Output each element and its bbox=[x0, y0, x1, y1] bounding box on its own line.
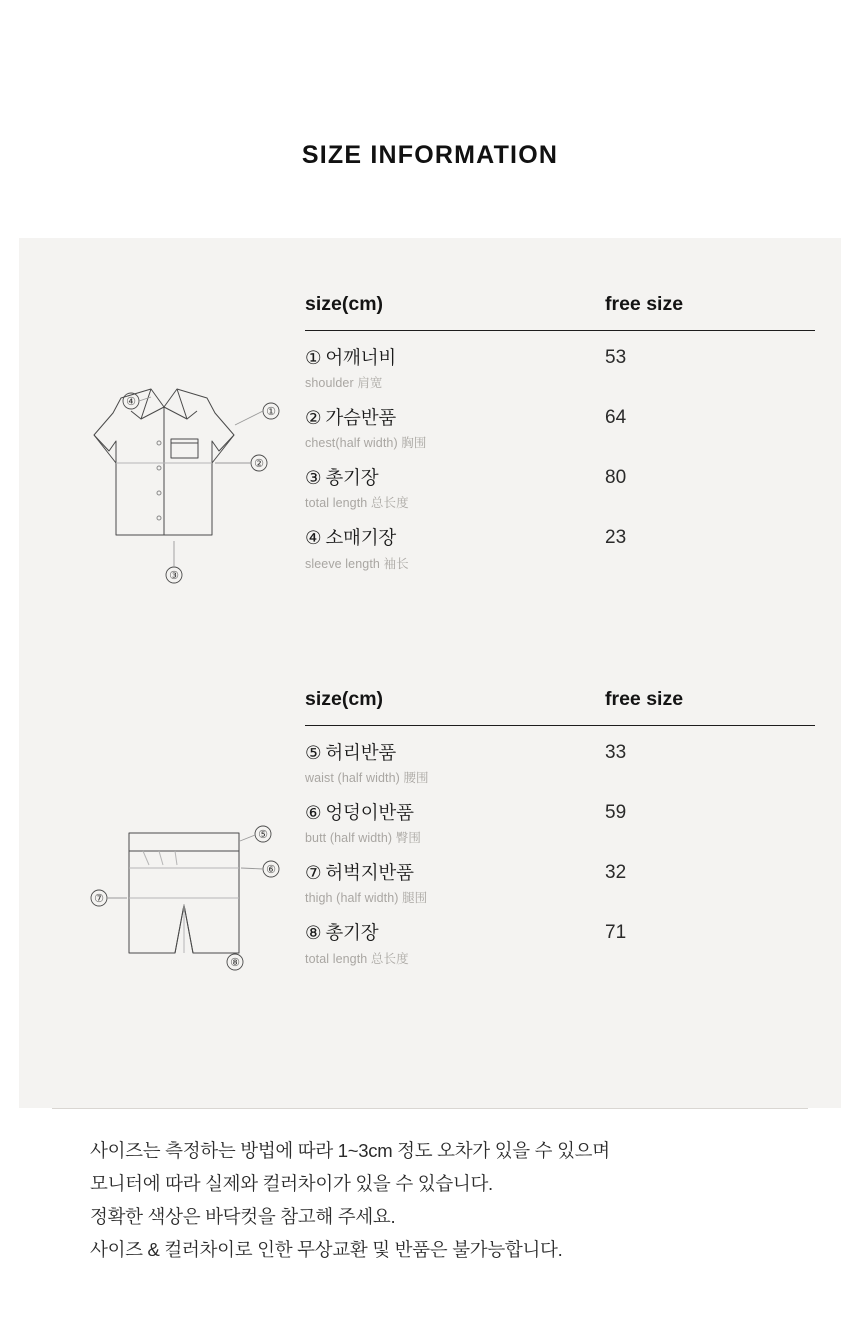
measurement-name-wrap bbox=[305, 741, 605, 764]
measurement-label bbox=[305, 741, 605, 786]
measurement-value: 33 bbox=[605, 742, 627, 763]
measurement-value: 80 bbox=[605, 467, 627, 489]
measurement-name: 총기장 bbox=[325, 467, 379, 489]
measurement-sublabel: waist (half width) 腰围 bbox=[305, 771, 429, 786]
note-line: 사이즈는 측정하는 방법에 따라 1~3cm 정도 오차가 있을 수 있으며 bbox=[90, 1140, 610, 1161]
table-header-row bbox=[305, 688, 815, 726]
shorts-callout-6: ⑥ bbox=[266, 864, 276, 876]
measurement-name: 허벅지반품 bbox=[325, 862, 414, 884]
column-header-size: size(cm) bbox=[305, 293, 384, 315]
measurement-number: ① bbox=[305, 347, 322, 368]
measurement-name: 가슴반품 bbox=[325, 407, 397, 429]
note-line: 정확한 색상은 바닥컷을 참고해 주세요. bbox=[90, 1206, 396, 1227]
shirt-diagram bbox=[19, 373, 309, 603]
measurement-sublabel: total length 总长度 bbox=[305, 951, 409, 966]
shirt-callout-4: ④ bbox=[126, 396, 136, 408]
measurement-number: ⑤ bbox=[305, 742, 322, 763]
column-header-free-size: free size bbox=[605, 688, 684, 710]
measurement-name-wrap bbox=[305, 526, 605, 549]
measurement-sublabel: thigh (half width) 腿围 bbox=[305, 891, 428, 906]
top-size-table bbox=[305, 293, 815, 572]
measurement-value: 32 bbox=[605, 862, 627, 884]
notes-divider bbox=[52, 1108, 808, 1109]
table-row bbox=[305, 391, 815, 451]
measurement-name: 엉덩이반품 bbox=[325, 802, 414, 824]
bottom-size-table bbox=[305, 688, 815, 967]
measurement-name-wrap bbox=[305, 921, 605, 944]
measurement-number: ③ bbox=[305, 467, 322, 489]
table-row bbox=[305, 906, 815, 966]
note-line: 사이즈 & 컬러차이로 인한 무상교환 및 반품은 불가능합니다. bbox=[90, 1239, 563, 1260]
measurement-value: 59 bbox=[605, 802, 627, 824]
measurement-sublabel: butt (half width) 臀围 bbox=[305, 831, 421, 846]
measurement-number: ⑦ bbox=[305, 862, 322, 884]
measurement-value: 23 bbox=[605, 527, 627, 549]
note-line: 모니터에 따라 실제와 컬러차이가 있을 수 있습니다. bbox=[90, 1173, 493, 1194]
measurement-value: 64 bbox=[605, 407, 627, 429]
shorts-callout-8: ⑧ bbox=[230, 957, 240, 969]
measurement-sublabel: shoulder 肩宽 bbox=[305, 376, 383, 391]
measurement-name-wrap bbox=[305, 466, 605, 489]
measurement-value: 71 bbox=[605, 922, 627, 944]
notes-section bbox=[90, 1134, 790, 1266]
table-row bbox=[305, 331, 815, 391]
shorts-callout-7: ⑦ bbox=[94, 893, 104, 905]
measurement-label bbox=[305, 466, 605, 511]
table-row bbox=[305, 451, 815, 511]
shirt-illustration bbox=[19, 373, 309, 603]
measurement-name-wrap bbox=[305, 346, 605, 369]
table-row bbox=[305, 511, 815, 571]
measurement-value: 53 bbox=[605, 347, 627, 368]
table-header-row bbox=[305, 293, 815, 331]
shorts-diagram bbox=[19, 793, 309, 1023]
measurement-name: 어깨너비 bbox=[325, 347, 397, 368]
measurement-name-wrap bbox=[305, 801, 605, 824]
measurement-name: 소매기장 bbox=[325, 527, 397, 549]
page-title: SIZE INFORMATION bbox=[301, 141, 559, 169]
measurement-label bbox=[305, 921, 605, 966]
measurement-number: ④ bbox=[305, 527, 322, 549]
measurement-label bbox=[305, 406, 605, 451]
measurement-label bbox=[305, 801, 605, 846]
column-header-free-size: free size bbox=[605, 293, 684, 315]
measurement-sublabel: total length 总长度 bbox=[305, 496, 409, 511]
shirt-callout-1: ① bbox=[266, 406, 276, 418]
shorts-illustration bbox=[19, 793, 309, 1023]
measurement-sublabel: sleeve length 袖长 bbox=[305, 556, 409, 571]
table-row bbox=[305, 846, 815, 906]
measurement-name-wrap bbox=[305, 861, 605, 884]
measurement-label bbox=[305, 526, 605, 571]
measurement-sublabel: chest(half width) 胸围 bbox=[305, 436, 427, 451]
shirt-callout-2: ② bbox=[254, 458, 264, 470]
measurement-name: 총기장 bbox=[325, 922, 379, 944]
measurement-number: ⑥ bbox=[305, 802, 322, 824]
column-header-size: size(cm) bbox=[305, 688, 384, 710]
measurement-label bbox=[305, 861, 605, 906]
shirt-callout-3: ③ bbox=[169, 570, 179, 582]
measurement-name: 허리반품 bbox=[325, 742, 397, 763]
table-row bbox=[305, 786, 815, 846]
measurement-number: ⑧ bbox=[305, 922, 322, 944]
size-info-panel bbox=[19, 238, 841, 1108]
measurement-number: ② bbox=[305, 407, 322, 429]
measurement-label bbox=[305, 346, 605, 391]
table-row bbox=[305, 726, 815, 786]
measurement-name-wrap bbox=[305, 406, 605, 429]
shorts-callout-5: ⑤ bbox=[258, 829, 268, 841]
